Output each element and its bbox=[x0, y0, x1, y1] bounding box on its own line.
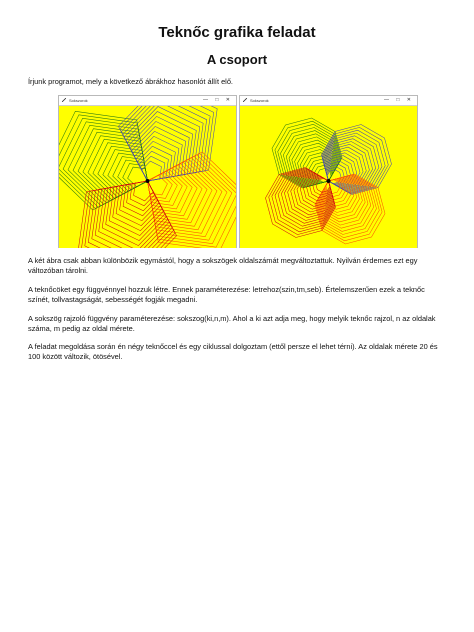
paragraph-2: A teknőcöket egy függvénnyel hozzuk létre. Ennek paraméterezése: letrehoz(szin,tm,seb). Értelemszerűen ezek a teknőc színét, tollvastagságát, sebességét fogják megadni. bbox=[28, 285, 425, 305]
window-titlebar bbox=[59, 96, 236, 106]
document-title: Teknőc grafika feladat bbox=[158, 24, 316, 41]
turtle-canvas bbox=[240, 106, 417, 248]
feather-icon bbox=[62, 98, 66, 102]
window-titlebar bbox=[240, 96, 417, 106]
canvas-background bbox=[240, 106, 417, 248]
window-controls[interactable]: — □ ✕ bbox=[384, 97, 414, 103]
paragraph-4: A feladat megoldása során én négy teknőccel és egy ciklussal dolgoztam (ettől persze el lehet térni). Az oldalak mérete 20 és 100 között változik, ötösével. bbox=[28, 342, 438, 362]
turtle-window-octagon bbox=[239, 95, 418, 248]
window-title: Sokszorok bbox=[250, 98, 269, 103]
window-controls[interactable]: — □ ✕ bbox=[203, 97, 233, 103]
feather-icon bbox=[243, 98, 247, 102]
turtle-canvas bbox=[59, 106, 236, 248]
canvas-background bbox=[59, 106, 236, 248]
window-title: Sokszorok bbox=[69, 98, 88, 103]
paragraph-3: A sokszög rajzoló függvény paraméterezése: sokszog(ki,n,m). Ahol a ki azt adja meg, hogy melyik teknőc rajzol, n az oldalak száma, m pedig az oldal mérete. bbox=[28, 314, 436, 334]
document-subtitle: A csoport bbox=[206, 52, 268, 67]
turtle-icon bbox=[146, 179, 150, 183]
intro-text: Írjunk programot, mely a következő ábrákhoz hasonlót állít elő. bbox=[28, 77, 233, 86]
turtle-icon bbox=[327, 179, 331, 183]
turtle-window-pentagon bbox=[58, 95, 237, 248]
paragraph-1: A két ábra csak abban különbözik egymástól, hogy a sokszögek oldalszámát megváltoztattuk. Nyilván érdemes ezt egy változóban tárolni. bbox=[28, 256, 418, 276]
